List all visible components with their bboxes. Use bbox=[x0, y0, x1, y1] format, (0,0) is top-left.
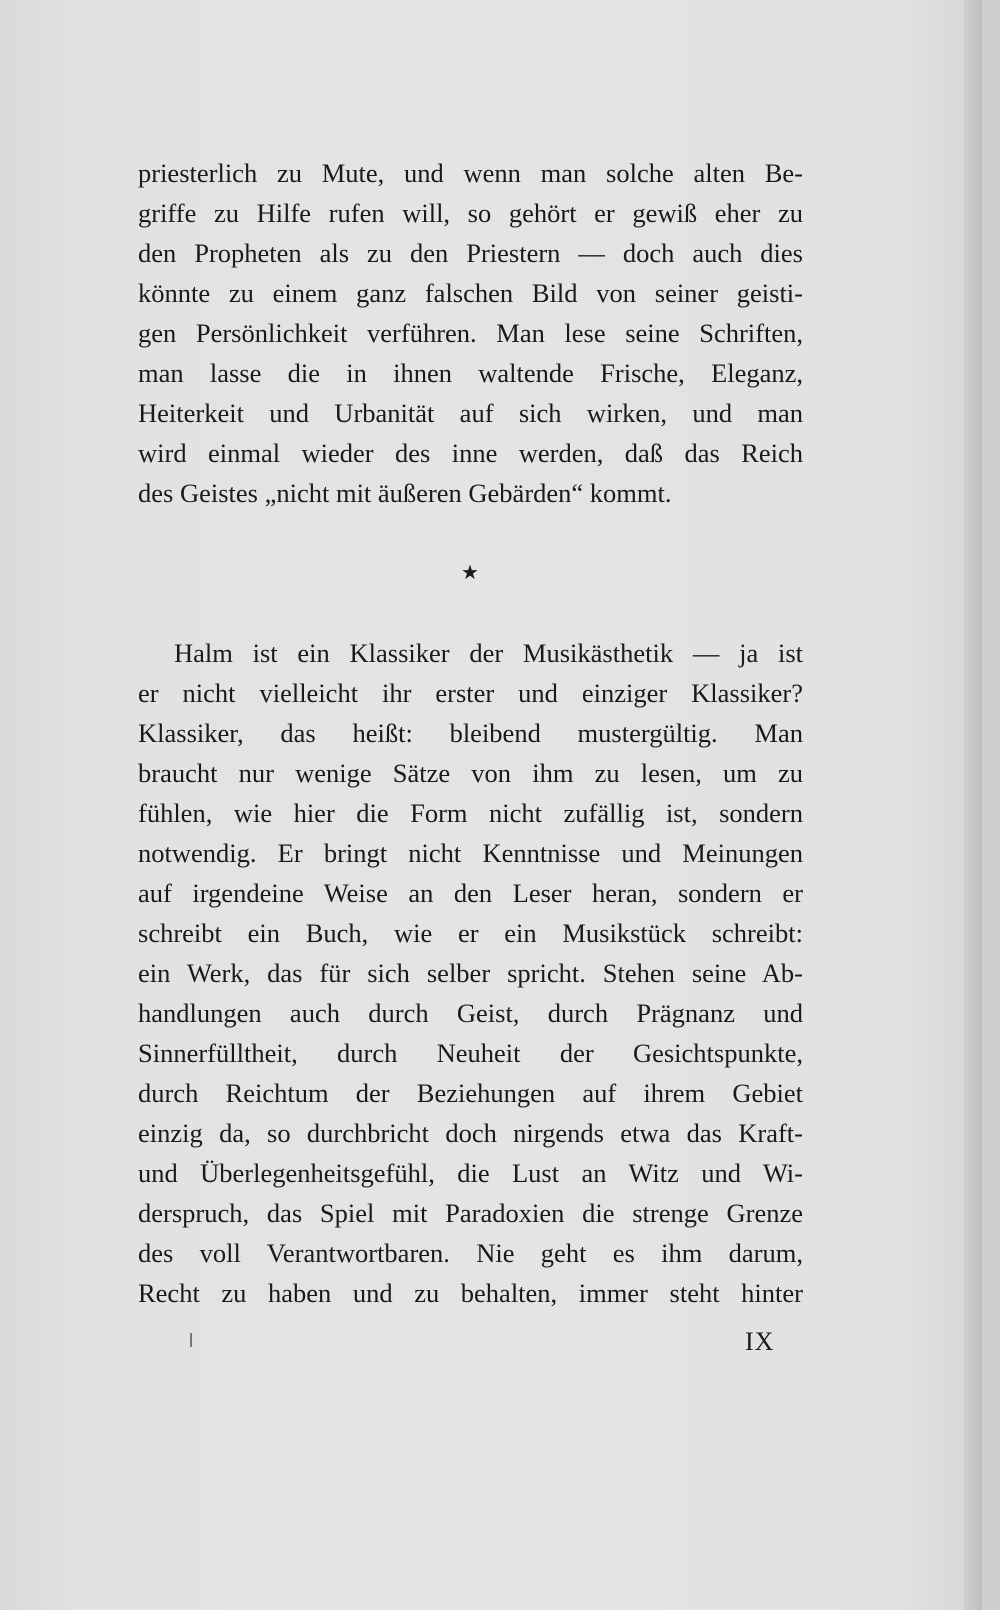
stray-mark bbox=[190, 1333, 192, 1347]
text-line: fühlen, wie hier die Form nicht zufällig ist, sondern bbox=[138, 798, 803, 828]
text-line: des voll Verantwortbaren. Nie geht es ihm darum, bbox=[138, 1238, 803, 1268]
text-line: wird einmal wieder des inne werden, daß das Reich bbox=[138, 438, 803, 468]
text-line: priesterlich zu Mute, und wenn man solche alten Be- bbox=[138, 158, 803, 188]
text-line: den Propheten als zu den Priestern — doch auch dies bbox=[138, 238, 803, 268]
section-separator-star: ★ bbox=[461, 560, 479, 584]
text-line: derspruch, das Spiel mit Paradoxien die strenge Grenze bbox=[138, 1198, 803, 1228]
text-line: ein Werk, das für sich selber spricht. Stehen seine Ab- bbox=[138, 958, 803, 988]
text-line: Heiterkeit und Urbanität auf sich wirken, und man bbox=[138, 398, 803, 428]
text-line: man lasse die in ihnen waltende Frische, Eleganz, bbox=[138, 358, 803, 388]
page-edge bbox=[964, 0, 982, 1610]
text-line: Recht zu haben und zu behalten, immer steht hinter bbox=[138, 1278, 803, 1308]
text-line: Sinnerfülltheit, durch Neuheit der Gesichtspunkte, bbox=[138, 1038, 803, 1068]
text-line: handlungen auch durch Geist, durch Prägnanz und bbox=[138, 998, 803, 1028]
text-line: durch Reichtum der Beziehungen auf ihrem Gebiet bbox=[138, 1078, 803, 1108]
text-line: könnte zu einem ganz falschen Bild von seiner geisti- bbox=[138, 278, 803, 308]
text-line: einzig da, so durchbricht doch nirgends etwa das Kraft- bbox=[138, 1118, 803, 1148]
text-line: und Überlegenheitsgefühl, die Lust an Witz und Wi- bbox=[138, 1158, 803, 1188]
text-line: auf irgendeine Weise an den Leser heran, sondern er bbox=[138, 878, 803, 908]
text-line: Halm ist ein Klassiker der Musikästhetik — ja ist bbox=[174, 638, 803, 668]
text-line: notwendig. Er bringt nicht Kenntnisse und Meinungen bbox=[138, 838, 803, 868]
paragraph-1 bbox=[138, 153, 803, 513]
text-line: Klassiker, das heißt: bleibend mustergültig. Man bbox=[138, 718, 803, 748]
text-line: griffe zu Hilfe rufen will, so gehört er gewiß eher zu bbox=[138, 198, 803, 228]
text-line: er nicht vielleicht ihr erster und einziger Klassiker? bbox=[138, 678, 803, 708]
text-line: schreibt ein Buch, wie er ein Musikstück schreibt: bbox=[138, 918, 803, 948]
page-number: IX bbox=[745, 1327, 775, 1356]
text-line: gen Persönlichkeit verführen. Man lese seine Schriften, bbox=[138, 318, 803, 348]
text-line: des Geistes „nicht mit äußeren Gebärden“ kommt. bbox=[138, 478, 672, 508]
text-line: braucht nur wenige Sätze von ihm zu lesen, um zu bbox=[138, 758, 803, 788]
paragraph-2 bbox=[138, 633, 803, 1313]
